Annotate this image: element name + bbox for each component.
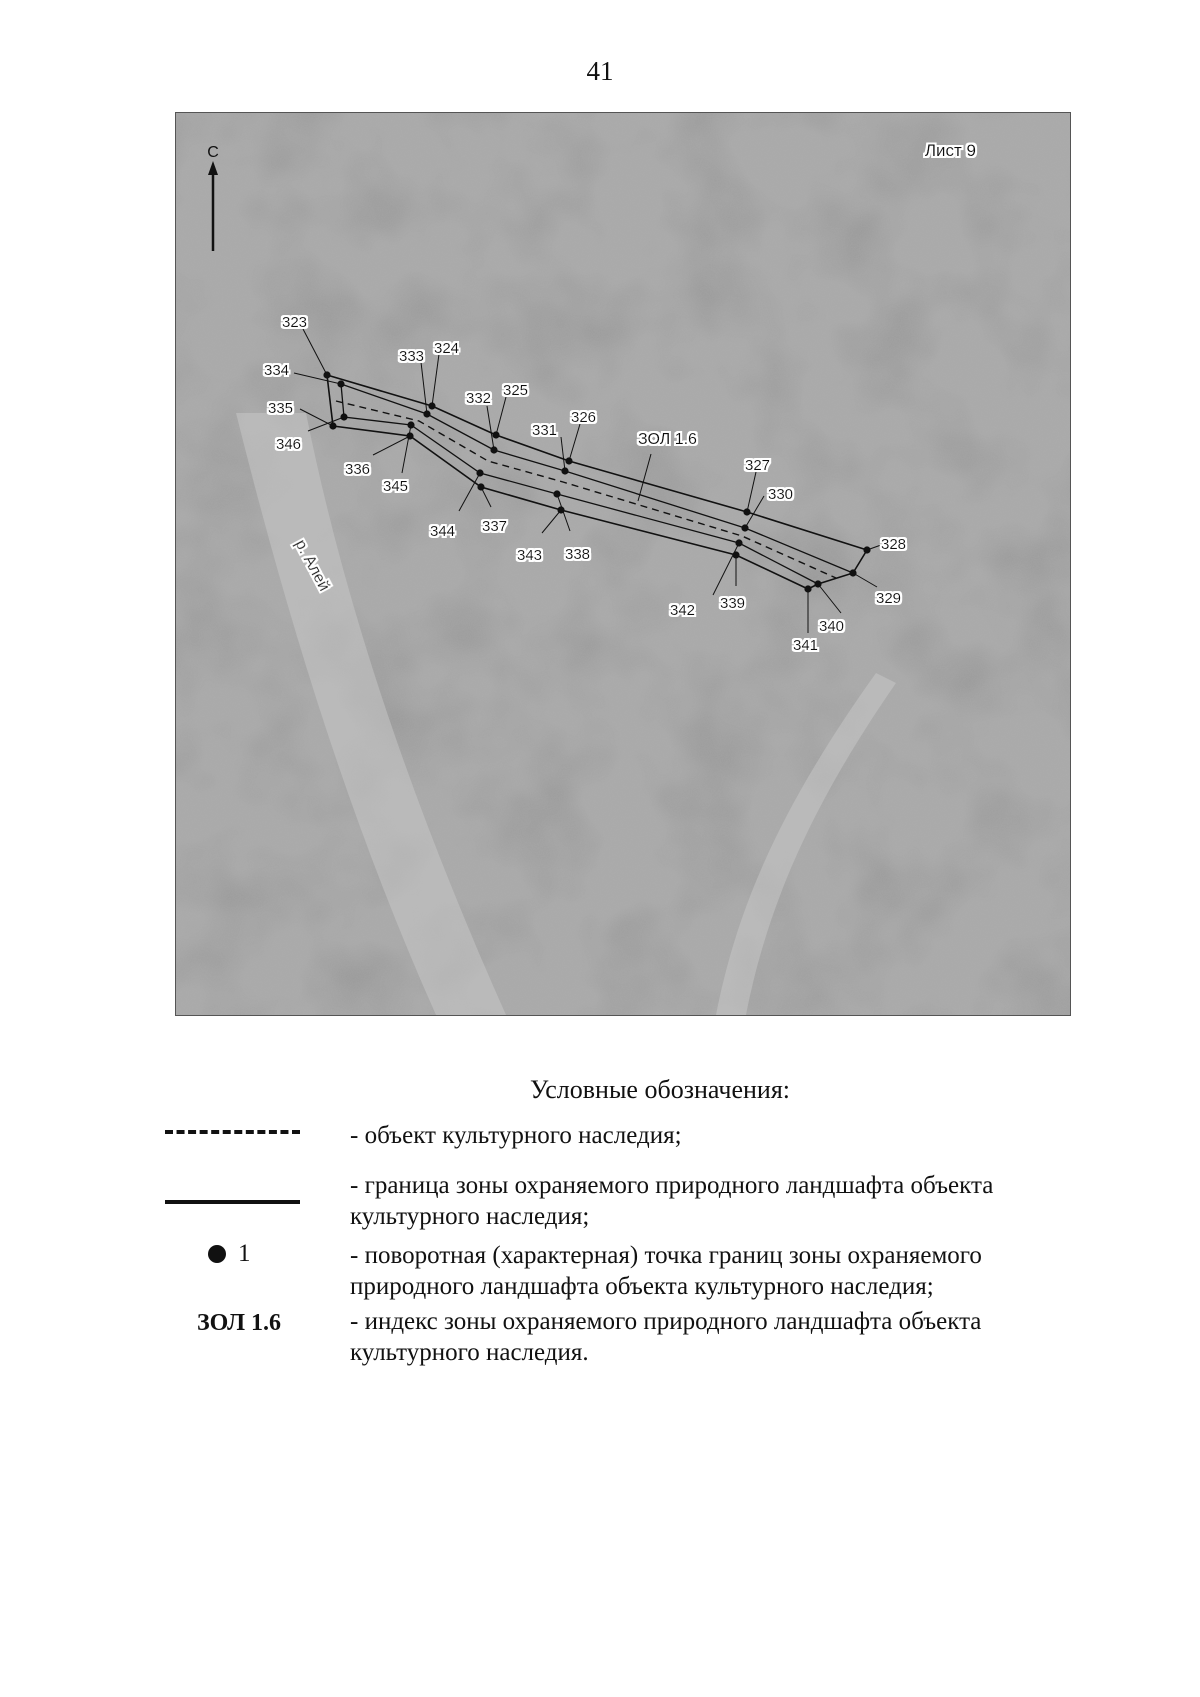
zone-label: ЗОЛ 1.6 (638, 431, 697, 448)
page-number: 41 (586, 56, 614, 86)
legend-title: Условные обозначения: (529, 1075, 791, 1104)
svg-text:325: 325 (503, 382, 529, 399)
point-symbol (208, 1240, 348, 1268)
svg-text:340: 340 (819, 618, 845, 635)
legend-text: - поворотная (характерная) точка границ зоны охраняемого природного ландшафта объекта культурного наследия; (350, 1242, 982, 1300)
point-dot-icon (208, 1245, 226, 1263)
svg-text:339: 339 (720, 595, 746, 612)
sheet-label: Лист 9 (924, 141, 976, 160)
svg-text:343: 343 (517, 547, 543, 564)
svg-text:346: 346 (276, 436, 302, 453)
svg-text:341: 341 (793, 637, 819, 654)
river-label: р. Алей (291, 536, 333, 595)
svg-text:345: 345 (383, 478, 409, 495)
dashed-line-symbol (165, 1130, 300, 1134)
svg-text:327: 327 (745, 457, 771, 474)
legend-text: - граница зоны охраняемого природного ландшафта объекта культурного наследия; (350, 1172, 994, 1230)
legend-text: - индекс зоны охраняемого природного ландшафта объекта культурного наследия. (350, 1308, 982, 1366)
svg-text:337: 337 (482, 518, 508, 535)
svg-text:332: 332 (466, 390, 492, 407)
index-symbol: ЗОЛ 1.6 (197, 1310, 282, 1336)
svg-text:323: 323 (282, 314, 308, 331)
svg-text:338: 338 (565, 546, 591, 563)
legend-text: - объект культурного наследия; (350, 1122, 682, 1149)
svg-text:336: 336 (345, 461, 371, 478)
svg-text:335: 335 (268, 400, 294, 417)
map-image (175, 112, 1071, 1016)
svg-text:330: 330 (768, 486, 794, 503)
svg-text:328: 328 (881, 536, 907, 553)
svg-text:329: 329 (876, 590, 902, 607)
svg-text:334: 334 (264, 362, 290, 379)
svg-text:333: 333 (399, 348, 425, 365)
svg-text:331: 331 (532, 422, 558, 439)
svg-text:344: 344 (430, 523, 456, 540)
north-label: С (207, 144, 219, 161)
solid-line-symbol (165, 1200, 300, 1204)
point-symbol-label: 1 (238, 1240, 251, 1267)
svg-text:326: 326 (571, 409, 597, 426)
svg-text:324: 324 (434, 340, 460, 357)
svg-text:342: 342 (670, 602, 696, 619)
